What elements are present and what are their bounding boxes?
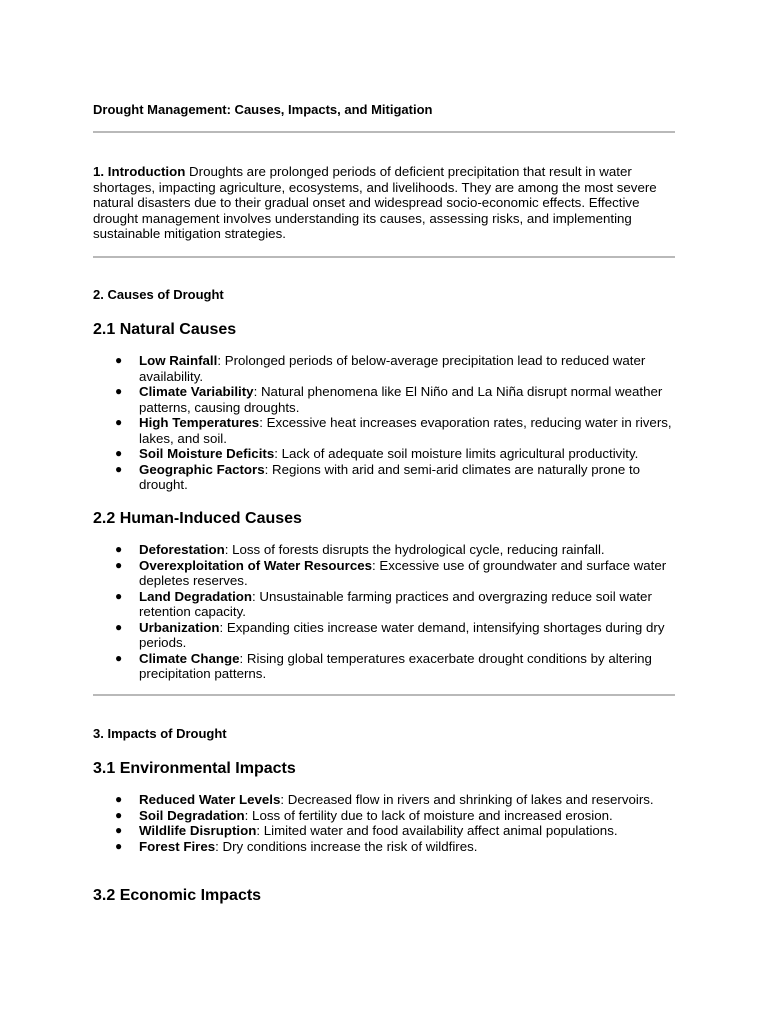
item-text: : Loss of forests disrupts the hydrological cycle, reducing rainfall. (224, 542, 605, 557)
list-item (93, 823, 675, 839)
subsection-heading-environmental-impacts: 3.1 Environmental Impacts (93, 760, 296, 777)
section-heading-causes: 2. Causes of Drought (93, 287, 224, 302)
item-text: : Decreased flow in rivers and shrinking of lakes and reservoirs. (280, 792, 654, 807)
item-term: High Temperatures (139, 415, 260, 430)
list-item (93, 839, 675, 855)
list-item (93, 620, 675, 651)
item-text: : Unsustainable farming practices and overgrazing reduce soil water retention capacity. (139, 588, 652, 619)
subsection-heading-economic-impacts: 3.2 Economic Impacts (93, 887, 262, 904)
bullet-icon: ● (115, 807, 123, 822)
list-item (93, 384, 675, 415)
list-item (93, 446, 675, 462)
divider (93, 131, 675, 133)
list-item (93, 651, 675, 682)
item-term: Forest Fires (139, 838, 216, 854)
bullet-icon: ● (115, 461, 123, 476)
item-term: Climate Change (139, 650, 240, 666)
bullet-icon: ● (115, 542, 123, 556)
bullet-icon: ● (115, 384, 123, 398)
bullet-icon: ● (115, 446, 123, 460)
natural-causes-list (93, 353, 675, 493)
list-item (93, 792, 675, 808)
item-term: Soil Moisture Deficits (139, 446, 275, 461)
bullet-icon: ● (115, 619, 123, 634)
item-term: Low Rainfall (139, 353, 218, 368)
item-term: Urbanization (139, 619, 220, 635)
intro-paragraph (93, 164, 675, 242)
document-title: Drought Management: Causes, Impacts, and Mitigation (93, 102, 433, 117)
item-text: : Lack of adequate soil moisture limits agricultural productivity. (274, 446, 639, 461)
item-term: Reduced Water Levels (139, 792, 281, 807)
bullet-icon: ● (115, 557, 123, 572)
list-item (93, 542, 675, 558)
bullet-icon: ● (115, 415, 123, 429)
environmental-impacts-list (93, 792, 675, 854)
intro-text: Droughts are prolonged periods of deficient precipitation that result in water shortages, impacting agriculture, ecosystems, and livelihoods. They are among the most severe natural disasters due to their gradual onset and widespread socio-economic effects. Effective drought management involves understanding its causes, assessing risks, and implementing sustainable mitigation strategies. (93, 164, 657, 241)
list-item (93, 353, 675, 384)
divider (93, 256, 675, 258)
item-term: Wildlife Disruption (139, 823, 257, 838)
list-item (93, 808, 675, 824)
list-item (93, 462, 675, 493)
item-text: : Natural phenomena like El Niño and La Niña disrupt normal weather patterns, causing droughts. (139, 384, 663, 415)
item-term: Deforestation (139, 542, 225, 557)
subsection-heading-natural-causes: 2.1 Natural Causes (93, 321, 237, 338)
item-text: : Dry conditions increase the risk of wildfires. (215, 838, 478, 854)
bullet-icon: ● (115, 353, 123, 367)
list-item (93, 558, 675, 589)
item-text: : Limited water and food availability affect animal populations. (256, 823, 618, 838)
item-term: Overexploitation of Water Resources (139, 557, 373, 573)
item-term: Land Degradation (139, 588, 253, 604)
item-text: : Prolonged periods of below-average precipitation lead to reduced water availability. (139, 353, 646, 384)
bullet-icon: ● (115, 650, 123, 665)
item-text: : Excessive use of groundwater and surface water depletes reserves. (139, 557, 667, 588)
bullet-icon: ● (115, 792, 123, 806)
section-heading-impacts: 3. Impacts of Drought (93, 726, 227, 741)
divider (93, 694, 675, 696)
item-text: : Excessive heat increases evaporation rates, reducing water in rivers, lakes, and soil. (139, 415, 672, 446)
list-item (93, 589, 675, 620)
subsection-heading-human-causes: 2.2 Human-Induced Causes (93, 510, 302, 527)
item-term: Geographic Factors (139, 461, 265, 477)
item-text: : Regions with arid and semi-arid climates are naturally prone to drought. (139, 461, 641, 492)
item-term: Soil Degradation (139, 807, 245, 823)
item-term: Climate Variability (139, 384, 254, 399)
bullet-icon: ● (115, 838, 123, 853)
item-text: : Expanding cities increase water demand, intensifying shortages during dry periods. (139, 619, 665, 650)
human-causes-list (93, 542, 675, 682)
intro-label: 1. Introduction (93, 164, 186, 179)
item-text: : Loss of fertility due to lack of moisture and increased erosion. (244, 807, 613, 823)
bullet-icon: ● (115, 823, 123, 837)
bullet-icon: ● (115, 588, 123, 603)
item-text: : Rising global temperatures exacerbate drought conditions by altering precipitation patterns. (139, 650, 652, 681)
list-item (93, 415, 675, 446)
